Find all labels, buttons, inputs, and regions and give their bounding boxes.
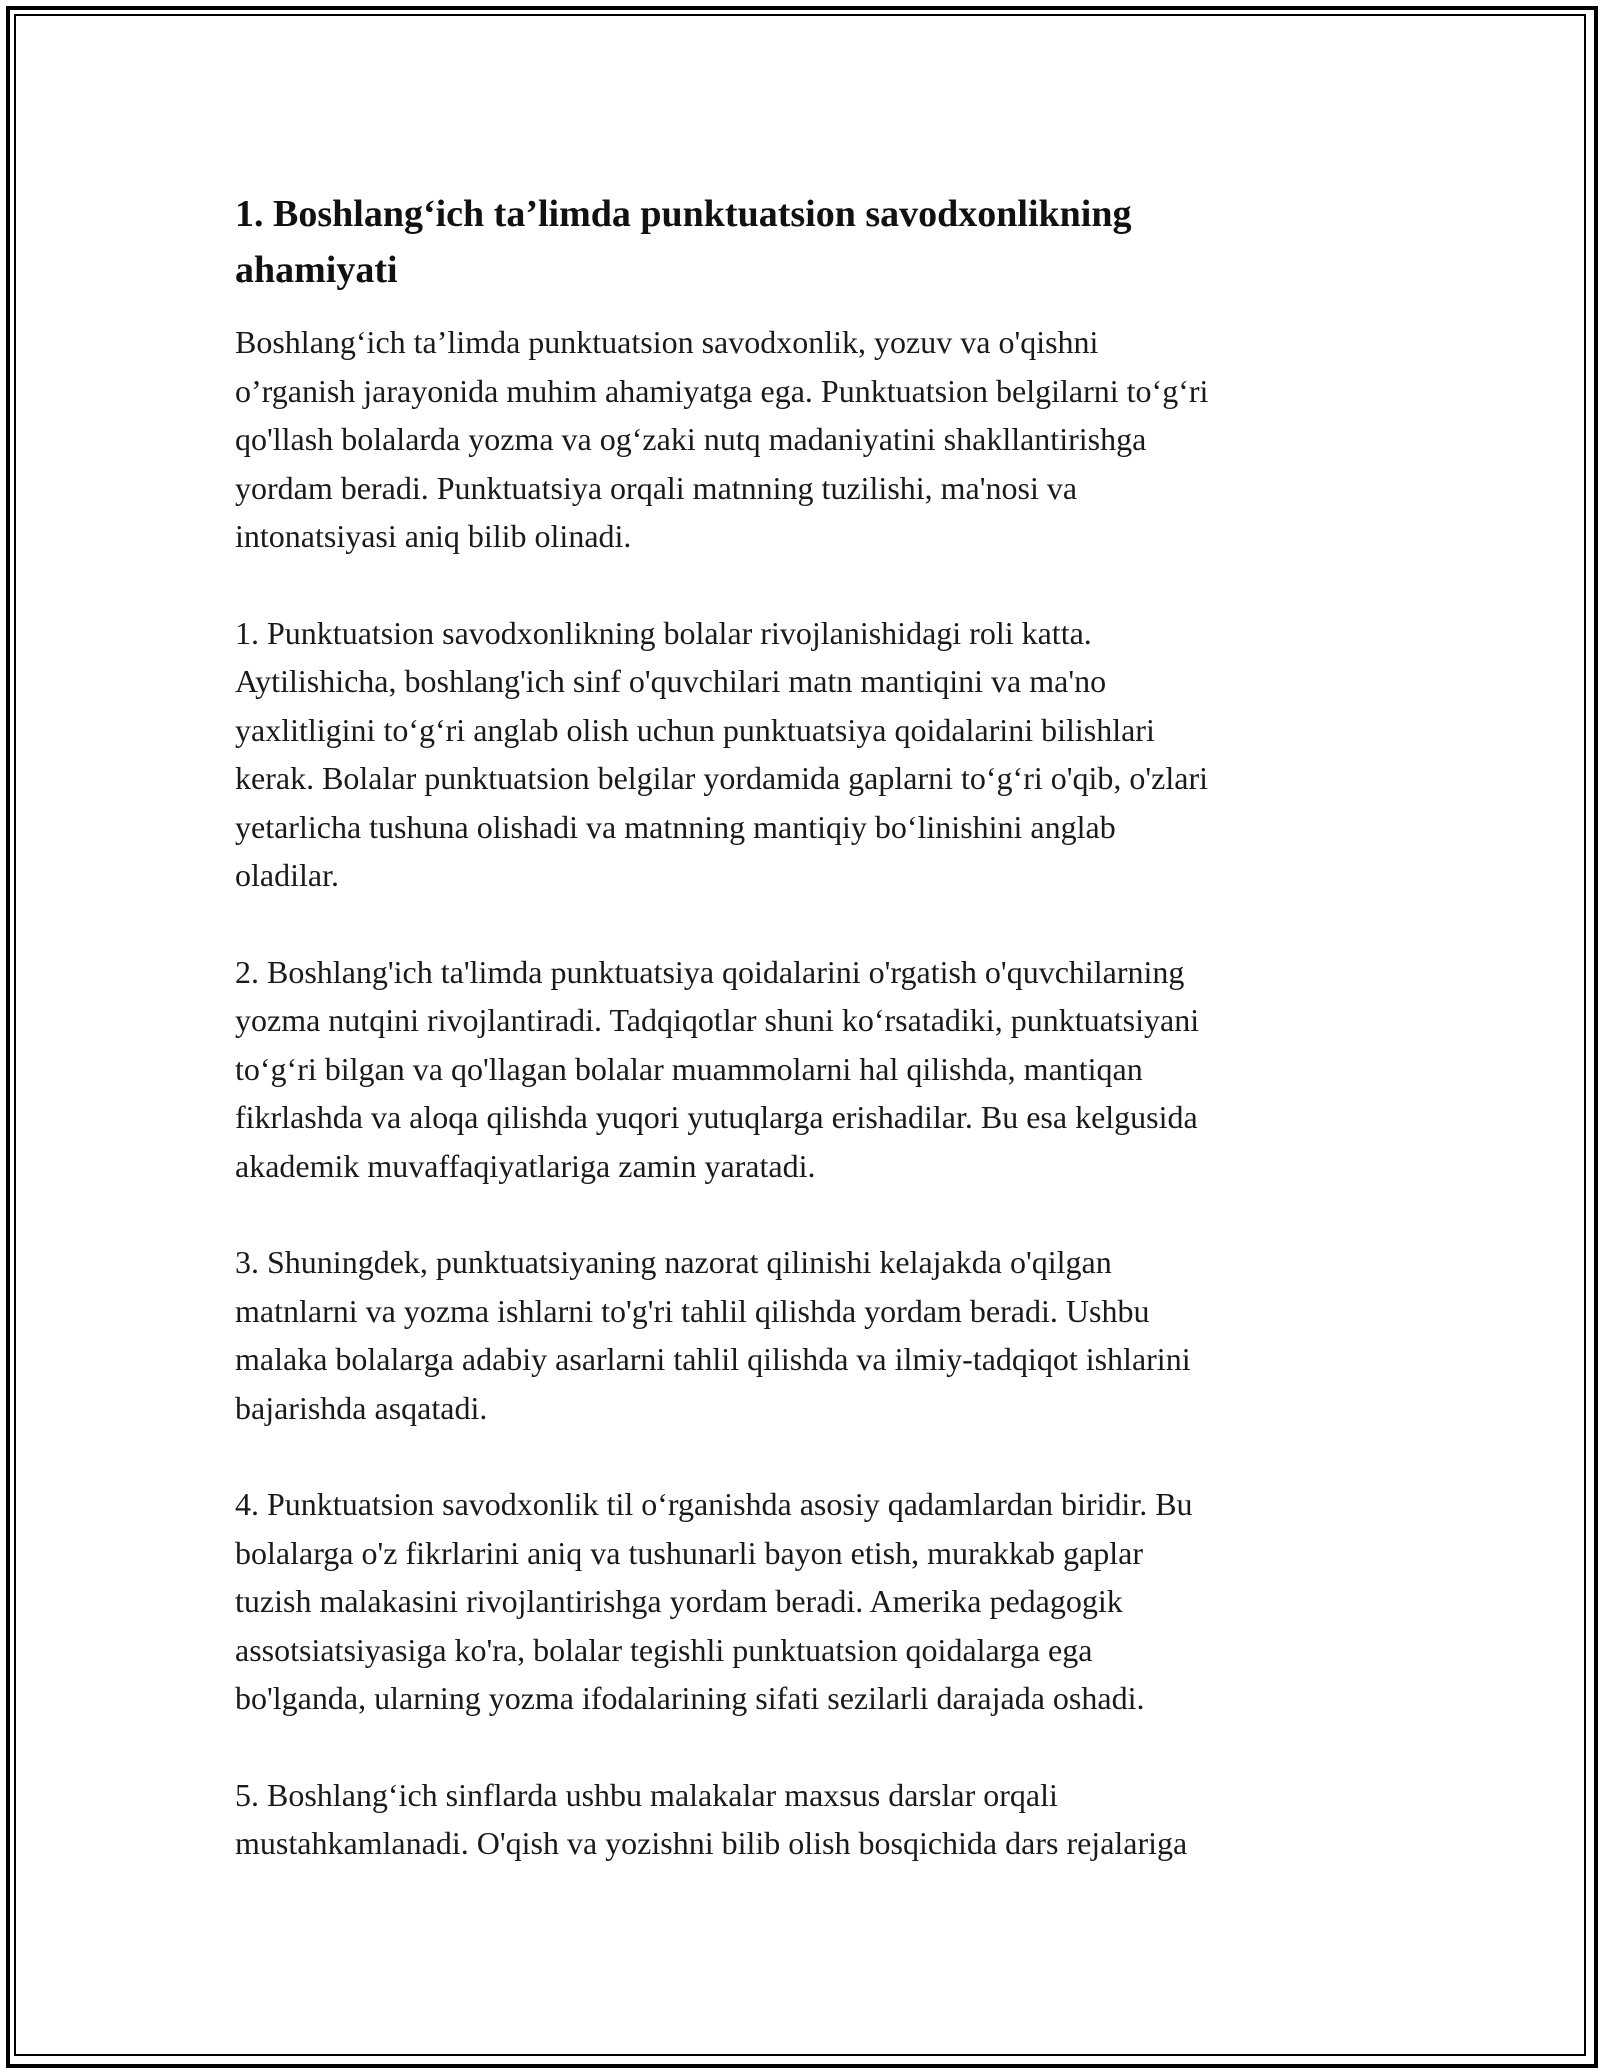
paragraph-line: qo'llash bolalarda yozma va og‘zaki nutq madaniyatini shakllantirishga (235, 421, 1147, 457)
paragraph-line: matnlarni va yozma ishlarni to'g'ri tahlil qilishda yordam beradi. Ushbu (235, 1292, 1150, 1329)
paragraph-line: to‘g‘ri bilgan va qo'llagan bolalar muammolarni hal qilishda, mantiqan (235, 1050, 1143, 1087)
paragraph-line: akademik muvaffaqiyatlariga zamin yaratadi. (235, 1147, 816, 1184)
paragraph-line: 5. Boshlang‘ich sinflarda ushbu malakalar maxsus darslar orqali (235, 1776, 1058, 1813)
paragraph-point-3 (235, 1238, 1365, 1432)
paragraph-line: 1. Punktuatsion savodxonlikning bolalar rivojlanishidagi roli katta. (235, 614, 1092, 651)
paragraph-point-5 (235, 1771, 1365, 1868)
paragraph-line: yozma nutqini rivojlantiradi. Tadqiqotlar shuni ko‘rsatadiki, punktuatsiyani (235, 1002, 1200, 1038)
paragraph-point-2 (235, 948, 1365, 1191)
paragraph-line: mustahkamlanadi. O'qish va yozishni bilib olish bosqichida dars rejalariga (235, 1825, 1188, 1861)
paragraph-line: kerak. Bolalar punktuatsion belgilar yordamida gaplarni to‘g‘ri o'qib, o'zlari (235, 760, 1209, 796)
paragraph-line: 3. Shuningdek, punktuatsiyaning nazorat qilinishi kelajakda o'qilgan (235, 1244, 1112, 1280)
paragraph-line: Aytilishicha, boshlang'ich sinf o'quvchilari matn mantiqini va ma'no (235, 663, 1107, 699)
paragraph-line: 4. Punktuatsion savodxonlik til o‘rganishda asosiy qadamlardan biridir. Bu (235, 1486, 1193, 1522)
paragraph-line: oladilar. (235, 857, 339, 893)
paragraph-line: malaka bolalarga adabiy asarlarni tahlil qilishda va ilmiy-tadqiqot ishlarini (235, 1341, 1191, 1377)
paragraph-line: yaxlitligini to‘g‘ri anglab olish uchun punktuatsiya qoidalarini bilishlari (235, 711, 1155, 748)
title-line: ahamiyati (235, 249, 398, 291)
paragraph-line: bajarishda asqatadi. (235, 1389, 488, 1426)
paragraph-line: 2. Boshlang'ich ta'limda punktuatsiya qoidalarini o'rgatish o'quvchilarning (235, 953, 1185, 990)
paragraph-line: tuzish malakasini rivojlantirishga yordam beradi. Amerika pedagogik (235, 1583, 1123, 1619)
paragraph-line: o’rganish jarayonida muhim ahamiyatga ega. Punktuatsion belgilarni to‘g‘ri (235, 372, 1209, 409)
paragraph-line: yetarlicha tushuna olishadi va matnning mantiqiy bo‘linishini anglab (235, 808, 1116, 845)
paragraph-line: Boshlang‘ich ta’limda punktuatsion savodxonlik, yozuv va o'qishni (235, 324, 1099, 360)
paragraph-point-4 (235, 1480, 1365, 1723)
paragraph-line: yordam beradi. Punktuatsiya orqali matnning tuzilishi, ma'nosi va (235, 469, 1078, 506)
title-line: 1. Boshlang‘ich ta’limda punktuatsion savodxonlikning (235, 193, 1132, 235)
paragraph-line: fikrlashda va aloqa qilishda yuqori yutuqlarga erishadilar. Bu esa kelgusida (235, 1099, 1198, 1135)
paragraph-line: bolalarga o'z fikrlarini aniq va tushunarli bayon etish, murakkab gaplar (235, 1534, 1143, 1571)
paragraph-line: assotsiatsiyasiga ko'ra, bolalar tegishli punktuatsion qoidalarga ega (235, 1631, 1093, 1668)
paragraph-intro (235, 318, 1365, 561)
document-body (235, 186, 1365, 1916)
paragraph-point-1 (235, 609, 1365, 900)
paragraph-line: bo'lganda, ularning yozma ifodalarining sifati sezilarli darajada oshadi. (235, 1680, 1145, 1716)
paragraph-line: intonatsiyasi aniq bilib olinadi. (235, 518, 632, 554)
document-title (235, 186, 1365, 298)
